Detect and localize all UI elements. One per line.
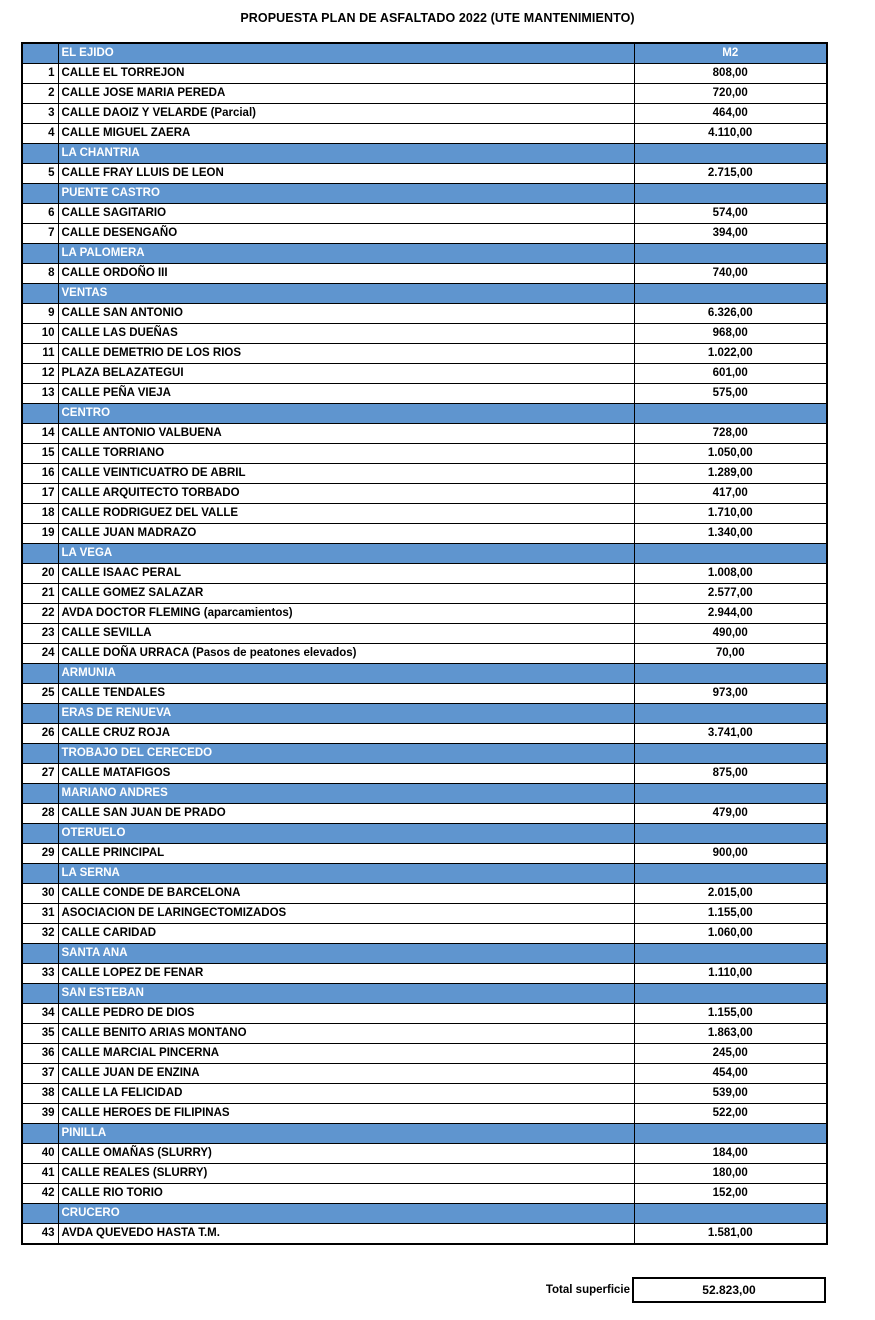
street-name: CALLE MATAFIGOS xyxy=(58,764,634,784)
street-area-m2: 464,00 xyxy=(634,104,827,124)
street-name: CALLE RIO TORIO xyxy=(58,1184,634,1204)
street-number: 15 xyxy=(22,444,58,464)
district-header-row xyxy=(22,664,827,684)
street-area-m2: 394,00 xyxy=(634,224,827,244)
district-header-row xyxy=(22,244,827,264)
paving-plan-body xyxy=(22,43,827,1244)
district-name: EL EJIDO xyxy=(58,43,634,64)
street-number: 24 xyxy=(22,644,58,664)
district-header-m2-cell xyxy=(634,864,827,884)
street-number: 10 xyxy=(22,324,58,344)
street-number: 19 xyxy=(22,524,58,544)
street-name: CALLE EL TORREJON xyxy=(58,64,634,84)
street-area-m2: 417,00 xyxy=(634,484,827,504)
district-header-spacer xyxy=(22,864,58,884)
district-name: CRUCERO xyxy=(58,1204,634,1224)
street-number: 18 xyxy=(22,504,58,524)
street-name: CALLE PRINCIPAL xyxy=(58,844,634,864)
street-number: 13 xyxy=(22,384,58,404)
street-number: 4 xyxy=(22,124,58,144)
street-area-m2: 539,00 xyxy=(634,1084,827,1104)
street-number: 31 xyxy=(22,904,58,924)
street-number: 36 xyxy=(22,1044,58,1064)
street-number: 11 xyxy=(22,344,58,364)
street-name: CALLE JOSE MARIA PEREDA xyxy=(58,84,634,104)
district-header-row xyxy=(22,1124,827,1144)
street-area-m2: 1.155,00 xyxy=(634,904,827,924)
street-area-m2: 1.050,00 xyxy=(634,444,827,464)
street-area-m2: 490,00 xyxy=(634,624,827,644)
street-number: 3 xyxy=(22,104,58,124)
street-number: 17 xyxy=(22,484,58,504)
street-row xyxy=(22,564,827,584)
district-name: PUENTE CASTRO xyxy=(58,184,634,204)
street-row xyxy=(22,644,827,664)
street-area-m2: 601,00 xyxy=(634,364,827,384)
street-name: CALLE SAN ANTONIO xyxy=(58,304,634,324)
street-name: CALLE SAN JUAN DE PRADO xyxy=(58,804,634,824)
street-name: CALLE VEINTICUATRO DE ABRIL xyxy=(58,464,634,484)
district-name: CENTRO xyxy=(58,404,634,424)
street-row xyxy=(22,624,827,644)
street-name: CALLE LAS DUEÑAS xyxy=(58,324,634,344)
street-number: 43 xyxy=(22,1224,58,1245)
street-number: 30 xyxy=(22,884,58,904)
district-header-m2-cell xyxy=(634,244,827,264)
district-header-spacer xyxy=(22,144,58,164)
district-header-row xyxy=(22,704,827,724)
street-row xyxy=(22,524,827,544)
district-header-row xyxy=(22,43,827,64)
street-name: CALLE GOMEZ SALAZAR xyxy=(58,584,634,604)
street-row xyxy=(22,344,827,364)
street-name: CALLE DEMETRIO DE LOS RIOS xyxy=(58,344,634,364)
street-row xyxy=(22,364,827,384)
street-row xyxy=(22,1084,827,1104)
street-name: CALLE TORRIANO xyxy=(58,444,634,464)
district-header-m2-cell xyxy=(634,1204,827,1224)
street-name: CALLE MIGUEL ZAERA xyxy=(58,124,634,144)
district-header-row xyxy=(22,824,827,844)
district-header-spacer xyxy=(22,544,58,564)
district-header-row xyxy=(22,184,827,204)
street-row xyxy=(22,1044,827,1064)
district-header-spacer xyxy=(22,784,58,804)
district-header-spacer xyxy=(22,1124,58,1144)
district-header-spacer xyxy=(22,704,58,724)
street-row xyxy=(22,504,827,524)
street-row xyxy=(22,1004,827,1024)
district-header-m2-cell xyxy=(634,144,827,164)
district-header-m2-cell xyxy=(634,984,827,1004)
street-area-m2: 70,00 xyxy=(634,644,827,664)
district-name: LA PALOMERA xyxy=(58,244,634,264)
street-area-m2: 6.326,00 xyxy=(634,304,827,324)
street-name: CALLE LOPEZ DE FENAR xyxy=(58,964,634,984)
street-row xyxy=(22,64,827,84)
district-name: PINILLA xyxy=(58,1124,634,1144)
street-area-m2: 1.022,00 xyxy=(634,344,827,364)
street-area-m2: 740,00 xyxy=(634,264,827,284)
street-number: 26 xyxy=(22,724,58,744)
street-area-m2: 1.110,00 xyxy=(634,964,827,984)
street-area-m2: 1.863,00 xyxy=(634,1024,827,1044)
street-row xyxy=(22,964,827,984)
street-area-m2: 479,00 xyxy=(634,804,827,824)
street-number: 33 xyxy=(22,964,58,984)
street-number: 41 xyxy=(22,1164,58,1184)
street-name: CALLE OMAÑAS (SLURRY) xyxy=(58,1144,634,1164)
district-header-spacer xyxy=(22,1204,58,1224)
district-header-row xyxy=(22,744,827,764)
street-row xyxy=(22,884,827,904)
street-name: CALLE CRUZ ROJA xyxy=(58,724,634,744)
street-row xyxy=(22,384,827,404)
street-number: 29 xyxy=(22,844,58,864)
street-number: 9 xyxy=(22,304,58,324)
street-area-m2: 875,00 xyxy=(634,764,827,784)
district-name: VENTAS xyxy=(58,284,634,304)
street-number: 35 xyxy=(22,1024,58,1044)
street-number: 22 xyxy=(22,604,58,624)
street-area-m2: 575,00 xyxy=(634,384,827,404)
district-name: ARMUNIA xyxy=(58,664,634,684)
street-name: CALLE CARIDAD xyxy=(58,924,634,944)
street-row xyxy=(22,464,827,484)
district-name: TROBAJO DEL CERECEDO xyxy=(58,744,634,764)
district-header-m2-cell xyxy=(634,784,827,804)
street-row xyxy=(22,1064,827,1084)
street-row xyxy=(22,264,827,284)
street-area-m2: 1.710,00 xyxy=(634,504,827,524)
street-row xyxy=(22,724,827,744)
district-name: OTERUELO xyxy=(58,824,634,844)
street-name: CALLE FRAY LLUIS DE LEON xyxy=(58,164,634,184)
street-number: 42 xyxy=(22,1184,58,1204)
total-label: Total superficie xyxy=(545,1284,630,1296)
street-area-m2: 973,00 xyxy=(634,684,827,704)
m2-column-header: M2 xyxy=(634,43,827,64)
street-area-m2: 2.015,00 xyxy=(634,884,827,904)
street-row xyxy=(22,764,827,784)
street-row xyxy=(22,584,827,604)
street-row xyxy=(22,804,827,824)
district-header-spacer xyxy=(22,744,58,764)
street-number: 7 xyxy=(22,224,58,244)
district-header-m2-cell xyxy=(634,1124,827,1144)
street-number: 8 xyxy=(22,264,58,284)
street-row xyxy=(22,1144,827,1164)
street-number: 16 xyxy=(22,464,58,484)
street-name: CALLE JUAN MADRAZO xyxy=(58,524,634,544)
street-name: CALLE SAGITARIO xyxy=(58,204,634,224)
district-name: LA CHANTRIA xyxy=(58,144,634,164)
street-number: 39 xyxy=(22,1104,58,1124)
district-header-spacer xyxy=(22,284,58,304)
street-area-m2: 1.060,00 xyxy=(634,924,827,944)
street-name: CALLE ARQUITECTO TORBADO xyxy=(58,484,634,504)
street-name: CALLE BENITO ARIAS MONTANO xyxy=(58,1024,634,1044)
district-header-row xyxy=(22,984,827,1004)
street-row xyxy=(22,844,827,864)
street-row xyxy=(22,1224,827,1245)
street-name: CALLE TENDALES xyxy=(58,684,634,704)
street-number: 27 xyxy=(22,764,58,784)
street-row xyxy=(22,604,827,624)
district-header-spacer xyxy=(22,824,58,844)
district-header-row xyxy=(22,284,827,304)
street-name: CALLE LA FELICIDAD xyxy=(58,1084,634,1104)
street-area-m2: 180,00 xyxy=(634,1164,827,1184)
district-name: SAN ESTEBAN xyxy=(58,984,634,1004)
street-number: 34 xyxy=(22,1004,58,1024)
street-name: CALLE JUAN DE ENZINA xyxy=(58,1064,634,1084)
street-number: 32 xyxy=(22,924,58,944)
street-row xyxy=(22,304,827,324)
district-header-spacer xyxy=(22,244,58,264)
street-area-m2: 808,00 xyxy=(634,64,827,84)
district-name: SANTA ANA xyxy=(58,944,634,964)
district-header-m2-cell xyxy=(634,944,827,964)
district-header-spacer xyxy=(22,184,58,204)
district-header-row xyxy=(22,1204,827,1224)
street-area-m2: 2.944,00 xyxy=(634,604,827,624)
street-row xyxy=(22,204,827,224)
street-row xyxy=(22,1164,827,1184)
street-area-m2: 1.289,00 xyxy=(634,464,827,484)
district-name: LA VEGA xyxy=(58,544,634,564)
total-value: 52.823,00 xyxy=(632,1277,826,1303)
street-name: CALLE REALES (SLURRY) xyxy=(58,1164,634,1184)
district-name: MARIANO ANDRES xyxy=(58,784,634,804)
street-name: CALLE PEDRO DE DIOS xyxy=(58,1004,634,1024)
district-name: LA SERNA xyxy=(58,864,634,884)
district-header-row xyxy=(22,944,827,964)
street-name: ASOCIACION DE LARINGECTOMIZADOS xyxy=(58,904,634,924)
street-row xyxy=(22,104,827,124)
street-name: CALLE ORDOÑO III xyxy=(58,264,634,284)
street-name: CALLE DAOIZ Y VELARDE (Parcial) xyxy=(58,104,634,124)
street-row xyxy=(22,1184,827,1204)
street-row xyxy=(22,684,827,704)
street-name: PLAZA BELAZATEGUI xyxy=(58,364,634,384)
street-number: 12 xyxy=(22,364,58,384)
page-title: PROPUESTA PLAN DE ASFALTADO 2022 (UTE MANTENIMIENTO) xyxy=(240,11,635,25)
district-header-row xyxy=(22,544,827,564)
street-row xyxy=(22,444,827,464)
street-name: CALLE RODRIGUEZ DEL VALLE xyxy=(58,504,634,524)
street-name: CALLE SEVILLA xyxy=(58,624,634,644)
street-area-m2: 4.110,00 xyxy=(634,124,827,144)
district-name: ERAS DE RENUEVA xyxy=(58,704,634,724)
street-name: CALLE DESENGAÑO xyxy=(58,224,634,244)
street-name: CALLE PEÑA VIEJA xyxy=(58,384,634,404)
street-area-m2: 245,00 xyxy=(634,1044,827,1064)
district-header-m2-cell xyxy=(634,184,827,204)
street-row xyxy=(22,484,827,504)
district-header-m2-cell xyxy=(634,824,827,844)
district-header-row xyxy=(22,404,827,424)
street-row xyxy=(22,424,827,444)
street-area-m2: 1.008,00 xyxy=(634,564,827,584)
street-area-m2: 454,00 xyxy=(634,1064,827,1084)
district-header-m2-cell xyxy=(634,664,827,684)
street-area-m2: 1.340,00 xyxy=(634,524,827,544)
street-number: 20 xyxy=(22,564,58,584)
street-area-m2: 720,00 xyxy=(634,84,827,104)
street-area-m2: 574,00 xyxy=(634,204,827,224)
street-area-m2: 728,00 xyxy=(634,424,827,444)
street-name: CALLE ANTONIO VALBUENA xyxy=(58,424,634,444)
district-header-spacer xyxy=(22,944,58,964)
street-area-m2: 2.715,00 xyxy=(634,164,827,184)
paving-plan-table xyxy=(21,42,828,1245)
street-row xyxy=(22,224,827,244)
street-number: 40 xyxy=(22,1144,58,1164)
district-header-m2-cell xyxy=(634,284,827,304)
street-number: 25 xyxy=(22,684,58,704)
street-row xyxy=(22,124,827,144)
street-number: 5 xyxy=(22,164,58,184)
street-number: 21 xyxy=(22,584,58,604)
street-number: 28 xyxy=(22,804,58,824)
street-number: 23 xyxy=(22,624,58,644)
street-area-m2: 184,00 xyxy=(634,1144,827,1164)
district-header-m2-cell xyxy=(634,544,827,564)
district-header-spacer xyxy=(22,984,58,1004)
street-number: 37 xyxy=(22,1064,58,1084)
street-name: CALLE MARCIAL PINCERNA xyxy=(58,1044,634,1064)
street-row xyxy=(22,1024,827,1044)
street-name: CALLE DOÑA URRACA (Pasos de peatones elevados) xyxy=(58,644,634,664)
district-header-spacer xyxy=(22,664,58,684)
street-row xyxy=(22,164,827,184)
street-row xyxy=(22,324,827,344)
street-name: CALLE ISAAC PERAL xyxy=(58,564,634,584)
district-header-row xyxy=(22,864,827,884)
district-header-m2-cell xyxy=(634,404,827,424)
street-area-m2: 2.577,00 xyxy=(634,584,827,604)
street-area-m2: 1.581,00 xyxy=(634,1224,827,1245)
district-header-row xyxy=(22,784,827,804)
street-name: AVDA QUEVEDO HASTA T.M. xyxy=(58,1224,634,1245)
street-name: CALLE HEROES DE FILIPINAS xyxy=(58,1104,634,1124)
street-row xyxy=(22,904,827,924)
street-area-m2: 968,00 xyxy=(634,324,827,344)
street-number: 2 xyxy=(22,84,58,104)
street-number: 1 xyxy=(22,64,58,84)
street-name: CALLE CONDE DE BARCELONA xyxy=(58,884,634,904)
street-area-m2: 3.741,00 xyxy=(634,724,827,744)
district-header-row xyxy=(22,144,827,164)
street-area-m2: 522,00 xyxy=(634,1104,827,1124)
street-area-m2: 900,00 xyxy=(634,844,827,864)
street-row xyxy=(22,1104,827,1124)
street-row xyxy=(22,924,827,944)
street-area-m2: 1.155,00 xyxy=(634,1004,827,1024)
street-area-m2: 152,00 xyxy=(634,1184,827,1204)
street-number: 6 xyxy=(22,204,58,224)
district-header-spacer xyxy=(22,404,58,424)
street-number: 38 xyxy=(22,1084,58,1104)
street-name: AVDA DOCTOR FLEMING (aparcamientos) xyxy=(58,604,634,624)
district-header-spacer xyxy=(22,43,58,64)
street-number: 14 xyxy=(22,424,58,444)
district-header-m2-cell xyxy=(634,744,827,764)
street-row xyxy=(22,84,827,104)
district-header-m2-cell xyxy=(634,704,827,724)
